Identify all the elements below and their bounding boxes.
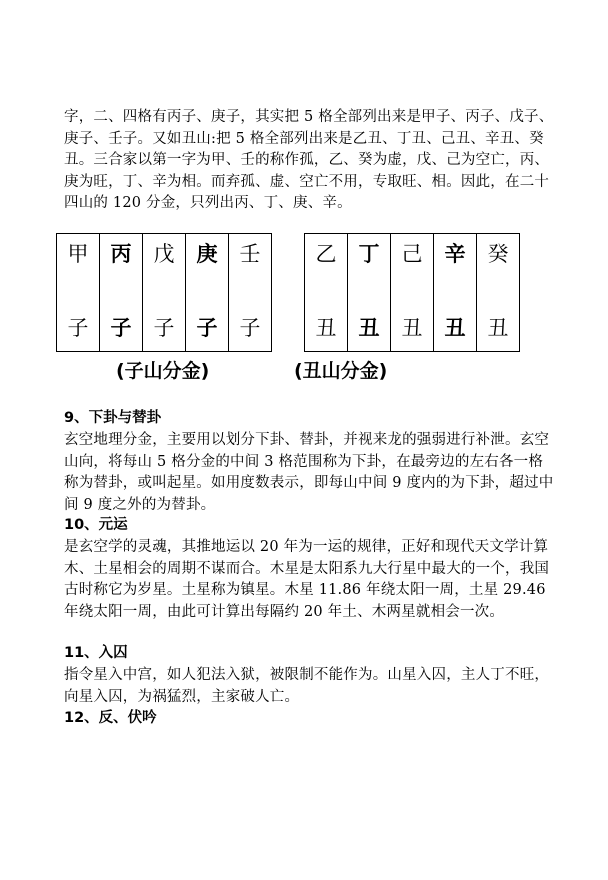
section-10-body: 是玄空学的灵魂，其推地运以 20 年为一运的规律，正好和现代天文学计算木、土星相会的周期不谋而合。木星是太阳系九大行星中最大的一个，我国古时称它为岁星。土星称为镇星。木星 11.86 年绕太阳一周，土星 29.46 年绕太阳一周，由此可计算出每隔约 20 年土、木两星就相会一次。: [64, 539, 550, 620]
zi-mountain-table: [56, 233, 272, 352]
zi-cell-4: 庚 子: [186, 234, 229, 352]
chou-cell-4: 辛 丑: [434, 234, 477, 352]
chou-table-caption: (丑山分金): [294, 360, 388, 382]
chou-cell-5: 癸 丑: [477, 234, 520, 352]
chou-cell-3: 己 丑: [391, 234, 434, 352]
section-10-heading: 10、元运: [64, 517, 128, 533]
chou-cell-2: 丁 丑: [348, 234, 391, 352]
intro-paragraph: 字，二、四格有丙子、庚子，其实把 5 格全部列出来是甲子、丙子、戊子、庚子、壬子。又如丑山:把 5 格全部列出来是乙丑、丁丑、己丑、辛丑、癸丑。三合家以第一字为甲、壬的称作孤，乙、癸为虚，戊、己为空亡，丙、庚为旺，丁、辛为相。而弃孤、虚、空亡不用，专取旺、相。因此，在二十四山的 120 分金，只列出丙、丁、庚、辛。: [64, 109, 554, 212]
zi-cell-2: 丙 子: [100, 234, 143, 352]
section-9-body: 玄空地理分金，主要用以划分下卦、替卦，并视来龙的强弱进行补泄。玄空山向，将每山 5 格分金的中间 3 格范围称为下卦，在最旁边的左右各一格称为替卦，或叫起星。如用度数表示，即每山中间 9 度内的为下卦，超过中间 9 度之外的为替卦。: [64, 432, 554, 513]
section-9-heading: 9、下卦与替卦: [64, 410, 162, 426]
section-11-heading: 11、入囚: [64, 645, 128, 661]
section-11-body: 指令星入中宫，如人犯法入狱，被限制不能作为。山星入囚，主人丁不旺，向星入囚，为祸猛烈，主家破人亡。: [64, 667, 550, 705]
zi-cell-5: 壬 子: [229, 234, 272, 352]
chou-cell-1: 乙 丑: [305, 234, 348, 352]
zi-cell-3: 戊 子: [143, 234, 186, 352]
zi-table-caption: (子山分金): [116, 360, 210, 382]
zi-cell-1: 甲 子: [57, 234, 100, 352]
chou-mountain-table: [304, 233, 520, 352]
section-12-heading: 12、反、伏吟: [64, 710, 157, 726]
